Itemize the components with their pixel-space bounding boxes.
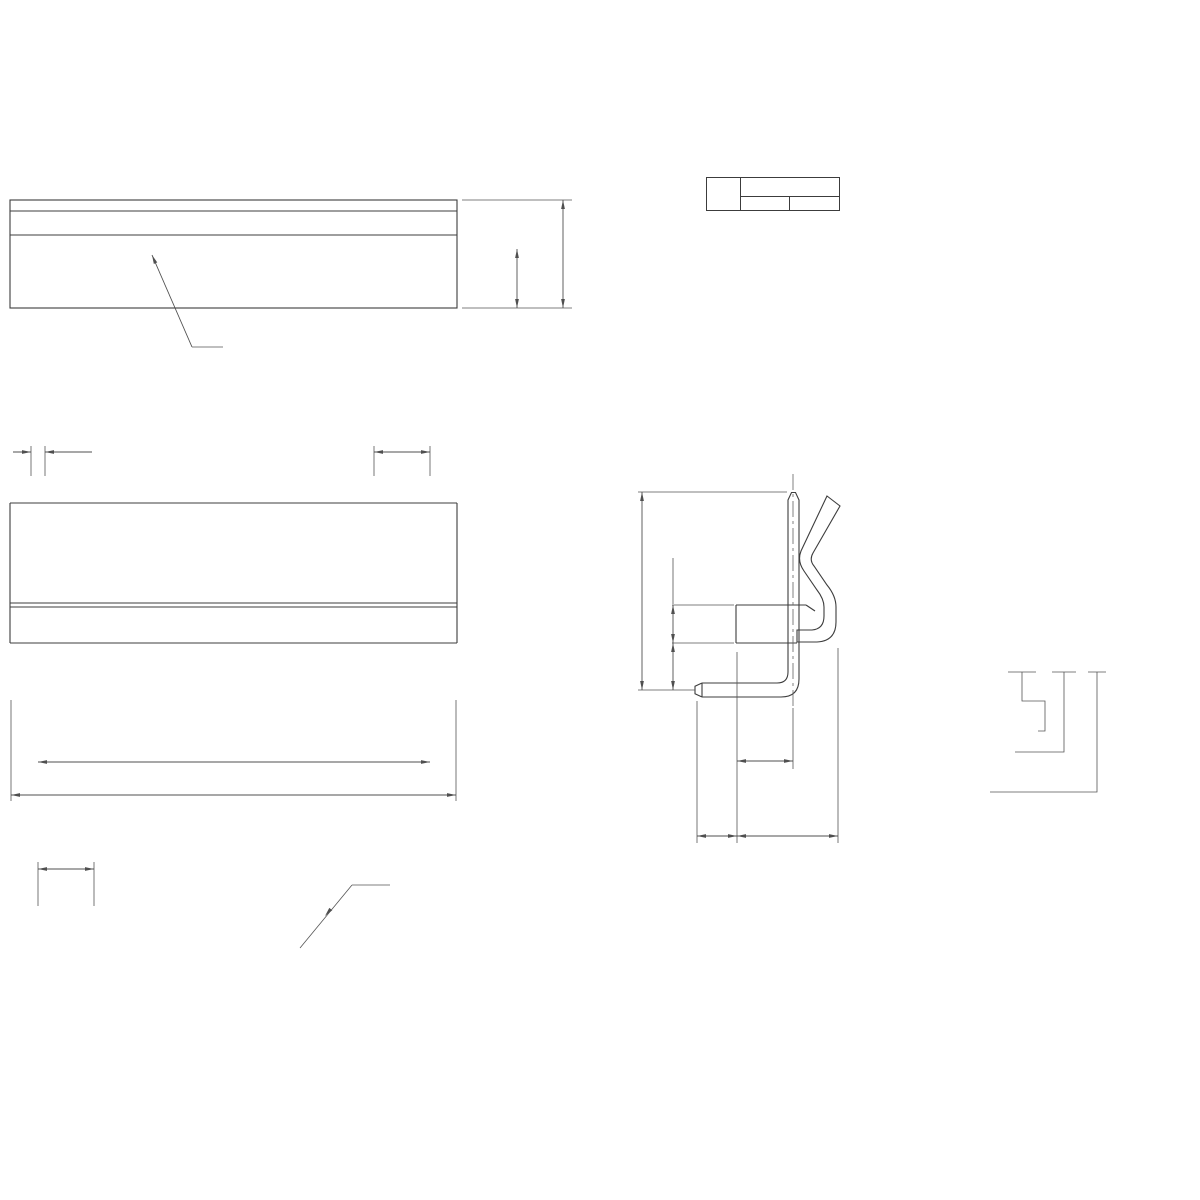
- electrical-notes: [951, 273, 959, 573]
- top-view-body: [10, 200, 457, 308]
- table-col-a: [741, 197, 790, 211]
- front-view-dimensions: [11, 446, 456, 801]
- pin-tip-top: [788, 493, 799, 504]
- front-view-body-front: [10, 603, 457, 643]
- table-col-pin: [707, 178, 741, 211]
- front-view-body-back: [10, 503, 457, 643]
- leader-arrow: [325, 908, 332, 916]
- dimensions-table: [706, 177, 840, 211]
- table-col-b: [790, 197, 840, 211]
- retention-hook: [797, 496, 840, 642]
- table-header-dimensions: [741, 178, 840, 197]
- side-view: [695, 474, 840, 708]
- pcb-dimensions: [38, 862, 390, 948]
- top-view-dimensions: [152, 200, 572, 347]
